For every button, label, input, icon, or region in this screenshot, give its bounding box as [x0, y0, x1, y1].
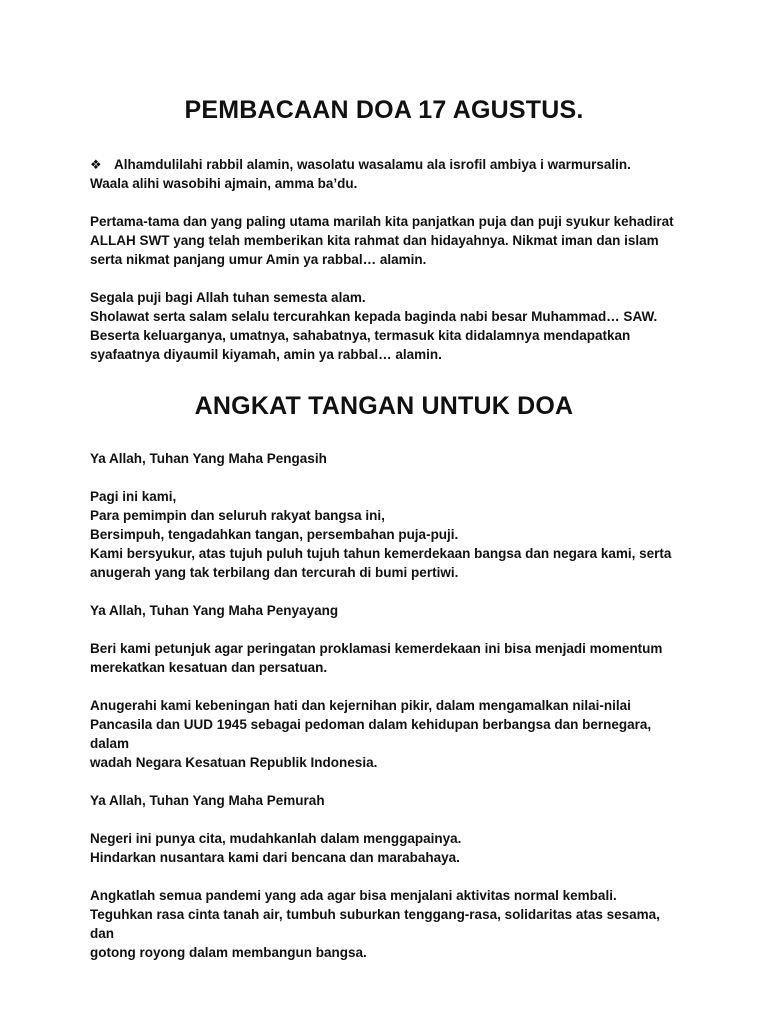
paragraph-line: Pagi ini kami,	[90, 489, 177, 504]
section-heading: ANGKAT TANGAN UNTUK DOA	[194, 392, 574, 420]
paragraph-line: wadah Negara Kesatuan Republik Indonesia.	[90, 755, 378, 770]
paragraph-3	[90, 487, 678, 582]
paragraph-line: gotong royong dalam membangun bangsa.	[90, 945, 367, 960]
paragraph-5	[90, 696, 678, 772]
invocation-3: Ya Allah, Tuhan Yang Maha Pemurah	[90, 793, 325, 808]
paragraph-line: ALLAH SWT yang telah memberikan kita rahmat dan hidayahnya. Nikmat iman dan islam	[90, 233, 659, 248]
paragraph-7	[90, 886, 678, 962]
paragraph-line: Para pemimpin dan seluruh rakyat bangsa ini,	[90, 508, 385, 523]
opening-line-1: Alhamdulilahi rabbil alamin, wasolatu wasalamu ala isrofil ambiya i warmursalin.	[114, 157, 631, 172]
page-title: PEMBACAAN DOA 17 AGUSTUS.	[184, 96, 584, 124]
paragraph-line: Hindarkan nusantara kami dari bencana dan marabahaya.	[90, 850, 460, 865]
paragraph-line: merekatkan kesatuan dan persatuan.	[90, 660, 328, 675]
paragraph-line: Anugerahi kami kebeningan hati dan kejernihan pikir, dalam mengamalkan nilai-nilai	[90, 698, 631, 713]
opening-line-2: Waala alihi wasobihi ajmain, amma ba’du.	[90, 176, 358, 191]
paragraph-line: Pancasila dan UUD 1945 sebagai pedoman dalam kehidupan berbangsa dan bernegara, dalam	[90, 717, 652, 751]
paragraph-line: Pertama-tama dan yang paling utama marilah kita panjatkan puja dan puji syukur kehadirat	[90, 214, 674, 229]
paragraph-line: Beri kami petunjuk agar peringatan proklamasi kemerdekaan ini bisa menjadi momentum	[90, 641, 663, 656]
paragraph-1	[90, 212, 678, 269]
paragraph-line: Sholawat serta salam selalu tercurahkan kepada baginda nabi besar Muhammad… SAW.	[90, 309, 658, 324]
opening-salutation	[90, 155, 678, 174]
paragraph-line: Bersimpuh, tengadahkan tangan, persembahan puja-puji.	[90, 527, 459, 542]
paragraph-line: Kami bersyukur, atas tujuh puluh tujuh tahun kemerdekaan bangsa dan negara kami, serta	[90, 546, 672, 561]
paragraph-line: syafaatnya diyaumil kiyamah, amin ya rabbal… alamin.	[90, 347, 442, 362]
paragraph-2	[90, 288, 678, 364]
paragraph-line: Beserta keluarganya, umatnya, sahabatnya, termasuk kita didalamnya mendapatkan	[90, 328, 631, 343]
invocation-2: Ya Allah, Tuhan Yang Maha Penyayang	[90, 603, 339, 618]
paragraph-line: Angkatlah semua pandemi yang ada agar bisa menjalani aktivitas normal kembali.	[90, 888, 617, 903]
paragraph-6	[90, 829, 678, 867]
paragraph-line: Segala puji bagi Allah tuhan semesta alam.	[90, 290, 366, 305]
paragraph-line: Negeri ini punya cita, mudahkanlah dalam menggapainya.	[90, 831, 462, 846]
paragraph-4	[90, 639, 678, 677]
invocation-1: Ya Allah, Tuhan Yang Maha Pengasih	[90, 451, 327, 466]
diamond-bullet-icon: ❖	[90, 157, 102, 172]
paragraph-line: anugerah yang tak terbilang dan tercurah di bumi pertiwi.	[90, 565, 459, 580]
paragraph-line: serta nikmat panjang umur Amin ya rabbal… alamin.	[90, 252, 427, 267]
paragraph-line: Teguhkan rasa cinta tanah air, tumbuh suburkan tenggang-rasa, solidaritas atas sesama, dan	[90, 907, 660, 941]
